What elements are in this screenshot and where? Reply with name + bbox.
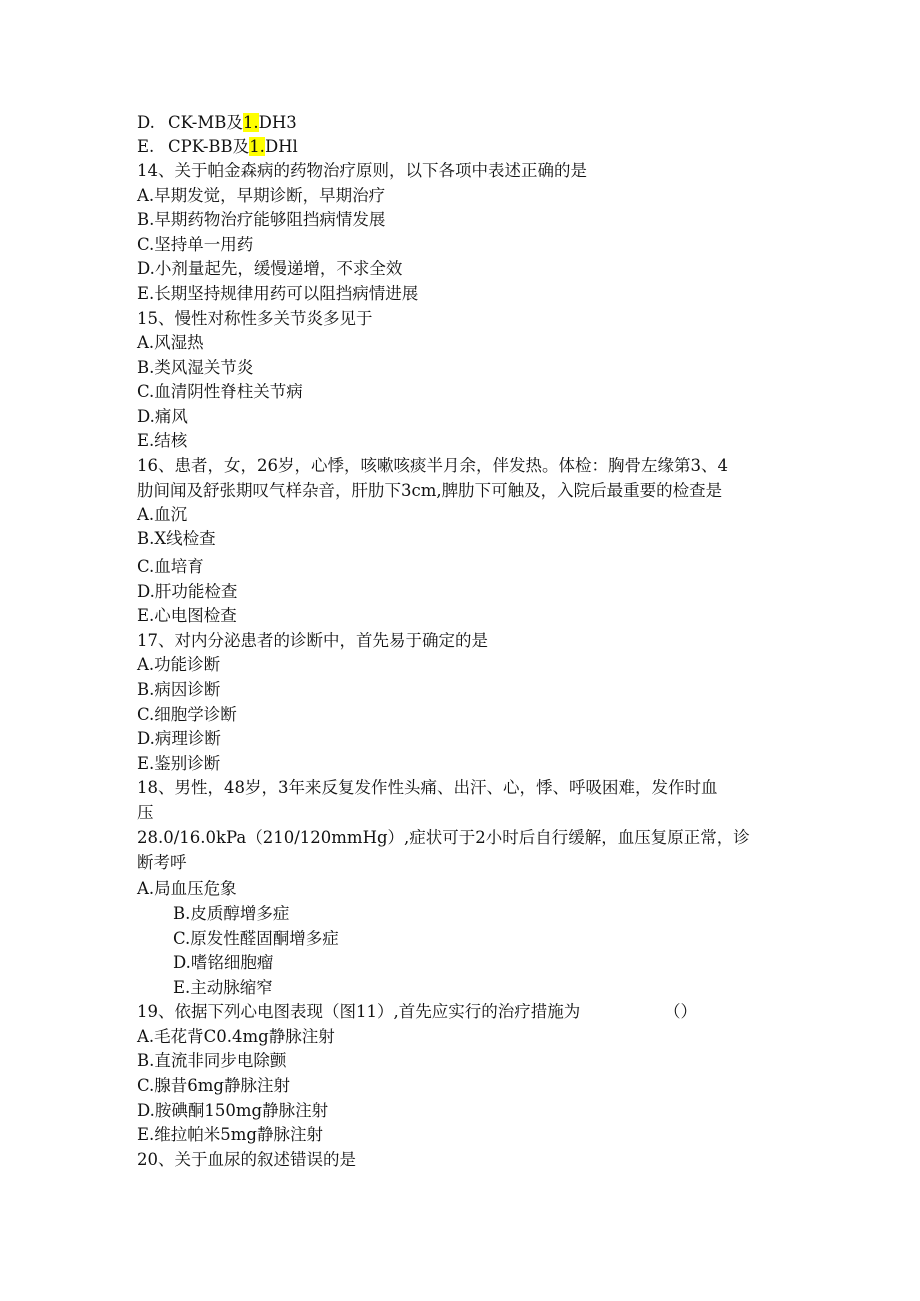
q17-option-a: A.功能诊断: [137, 655, 221, 674]
q18-option-a: A.局血压危象: [137, 879, 237, 898]
q18-option-b: B.皮质醇增多症: [173, 904, 290, 923]
q15-option-e: E.结核: [137, 431, 188, 450]
q19-option-b: B.直流非同步电除颤: [137, 1051, 287, 1070]
answer-blank: （）: [664, 1002, 697, 1021]
q18-option-c: C.原发性醛固酮增多症: [173, 929, 339, 948]
q15-option-d: D.痛风: [137, 407, 188, 426]
q18-option-e: E.主动脉缩窄: [173, 978, 273, 997]
question-20-stem: 20、关于血尿的叙述错误的是: [137, 1150, 356, 1169]
q18-option-d: D.嗜铭细胞瘤: [173, 953, 274, 972]
q16-option-d: D.肝功能检查: [137, 582, 238, 601]
question-15-stem: 15、慢性对称性多关节炎多见于: [137, 309, 373, 328]
q17-option-c: C.细胞学诊断: [137, 705, 237, 724]
question-19-stem: 19、依据下列心电图表现（图11）,首先应实行的治疗措施为: [137, 1002, 581, 1021]
q17-option-b: B.病因诊断: [137, 680, 221, 699]
q17-option-d: D.病理诊断: [137, 729, 221, 748]
q17-option-e: E.鉴别诊断: [137, 754, 221, 773]
question-18-stem-line-1: 18、男性，48岁，3年来反复发作性头痛、出汗、心，悸、呼吸困难，发作时血: [137, 778, 718, 797]
q13-option-d: [137, 111, 297, 135]
option-text-end: DH3: [258, 113, 297, 132]
q15-option-c: C.血清阴性脊柱关节病: [137, 382, 303, 401]
question-18-stem-line-2: 压: [137, 803, 154, 822]
q14-option-c: C.坚持单一用药: [137, 235, 254, 254]
highlighted-text: 1.: [242, 113, 259, 132]
question-17-stem: 17、对内分泌患者的诊断中，首先易于确定的是: [137, 631, 488, 650]
question-16-stem-line-2: 肋间闻及舒张期叹气样杂音，肝肋下3cm,脾肋下可触及，入院后最重要的检查是: [137, 481, 723, 500]
q19-option-a: A.毛花背C0.4mg静脉注射: [137, 1027, 335, 1046]
q14-option-e: E.长期坚持规律用药可以阻挡病情进展: [137, 284, 419, 303]
option-prefix: E.: [137, 137, 155, 156]
q16-option-e: E.心电图检查: [137, 606, 237, 625]
q16-option-c: C.血培育: [137, 557, 204, 576]
q15-option-b: B.类风湿关节炎: [137, 358, 254, 377]
option-text: CPK-BB及: [168, 137, 250, 156]
question-18-stem-line-4: 断考呼: [137, 853, 187, 872]
q14-option-d: D.小剂量起先，缓慢递增，不求全效: [137, 259, 403, 278]
option-text: CK-MB及: [168, 113, 243, 132]
question-18-stem-line-3: 28.0/16.0kPa（210/120mmHg）,症状可于2小时后自行缓解，血压复原正常，诊: [137, 828, 750, 847]
highlighted-text: 1.: [249, 137, 265, 156]
q14-option-a: A.早期发觉，早期诊断，早期治疗: [137, 186, 386, 205]
q19-option-c: C.腺昔6mg静脉注射: [137, 1076, 290, 1095]
q14-option-b: B.早期药物治疗能够阻挡病情发展: [137, 210, 386, 229]
q16-option-b: B.X线检查: [137, 529, 216, 548]
q13-option-e: [137, 135, 298, 159]
q16-option-a: A.血沉: [137, 505, 188, 524]
q19-option-d: D.胺碘酮150mg静脉注射: [137, 1101, 329, 1120]
question-16-stem-line-1: 16、患者，女，26岁，心悸，咳嗽咳痰半月余，伴发热。体检：胸骨左缘第3、4: [137, 456, 728, 475]
option-text-end: DHl: [264, 137, 298, 156]
q15-option-a: A.风湿热: [137, 333, 204, 352]
question-14-stem: 14、关于帕金森病的药物治疗原则，以下各项中表述正确的是: [137, 161, 587, 180]
q19-option-e: E.维拉帕米5mg静脉注射: [137, 1125, 323, 1144]
option-prefix: D.: [137, 113, 155, 132]
